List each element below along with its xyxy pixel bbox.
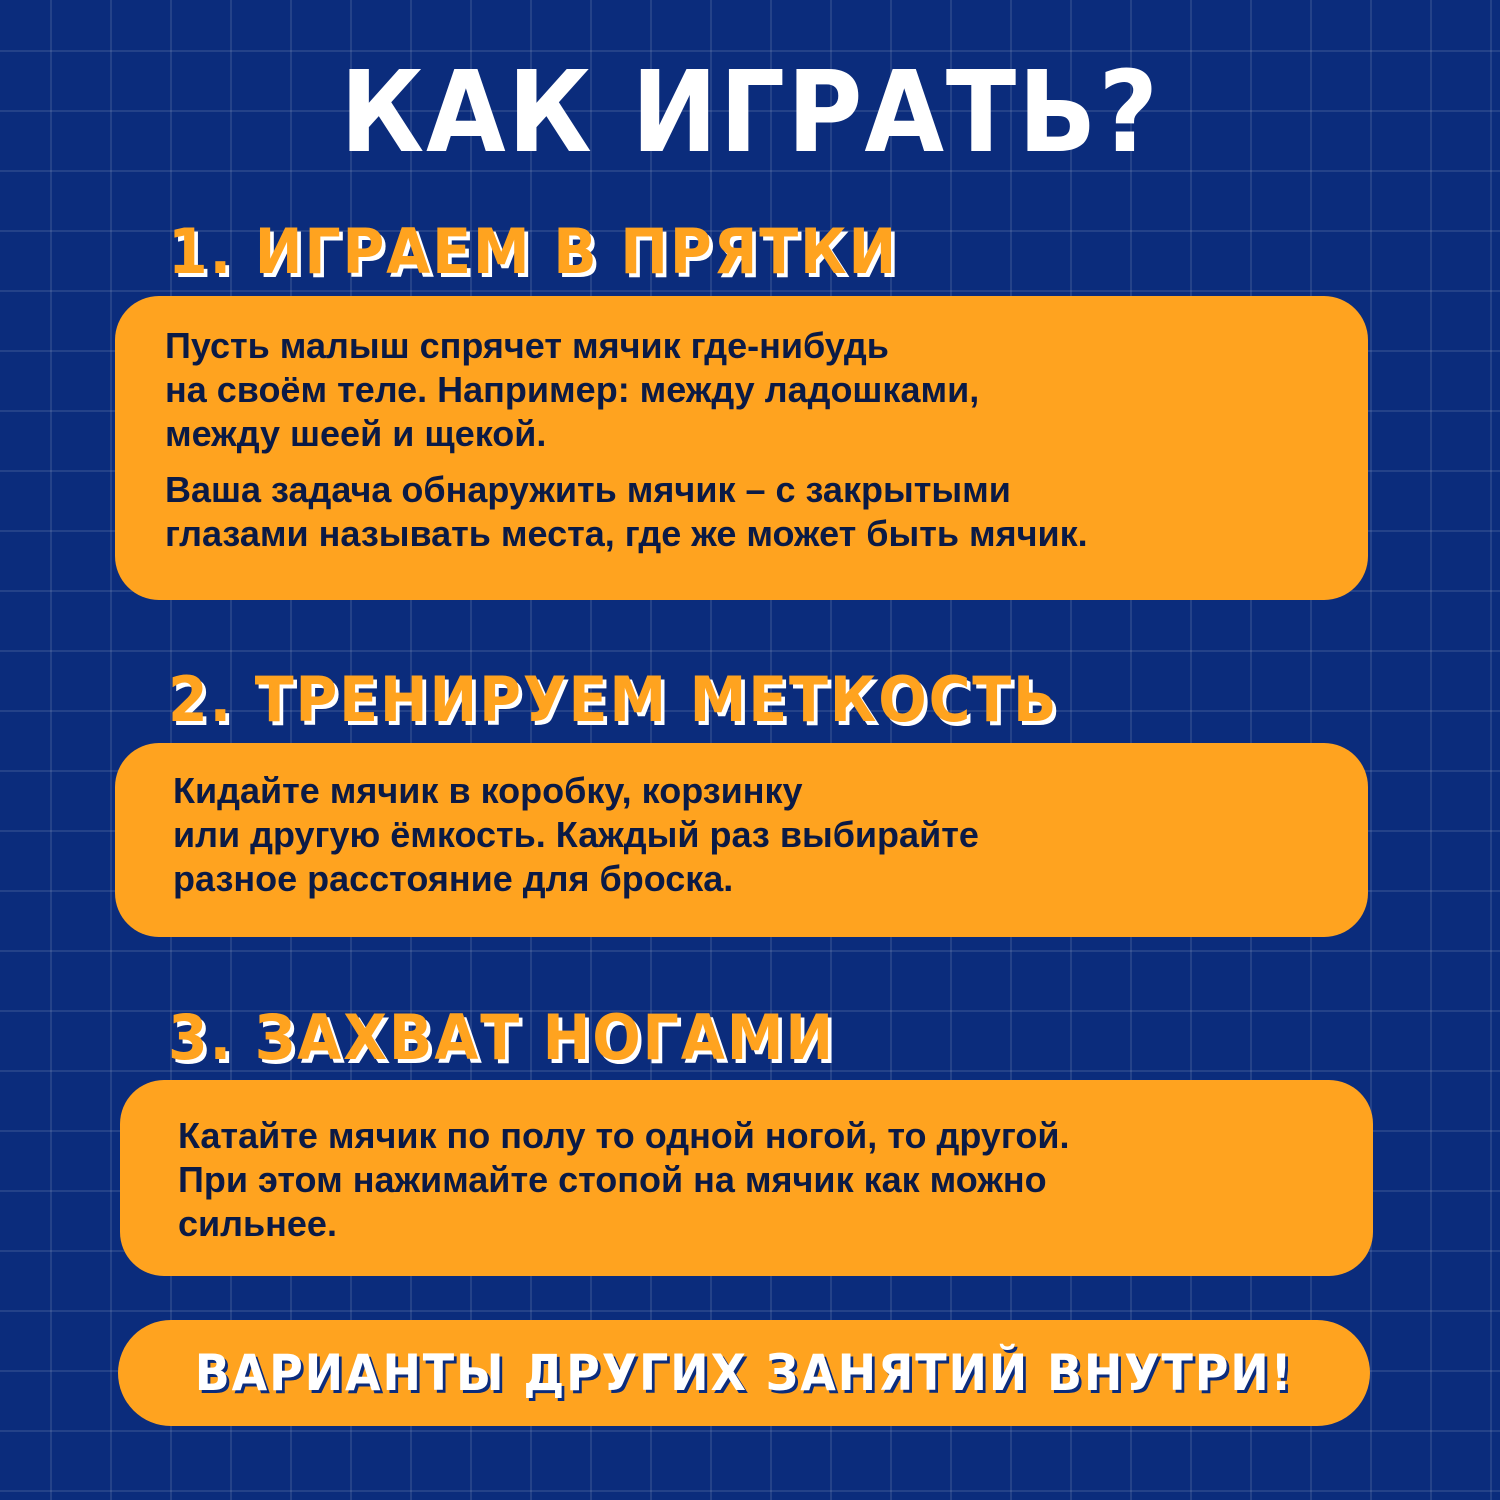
card-paragraph: Кидайте мячик в коробку, корзинку или другую ёмкость. Каждый раз выбирайте разное расстояние для броска.: [173, 770, 979, 899]
card-paragraph: Ваша задача обнаружить мячик – с закрытыми глазами называть места, где же может быть мячик.: [165, 469, 1088, 554]
section-card-hide-and-seek: [115, 296, 1368, 600]
card-paragraph: Катайте мячик по полу то одной ногой, то другой. При этом нажимайте стопой на мячик как можно сильнее.: [178, 1115, 1070, 1244]
cta-banner: [118, 1320, 1370, 1426]
section-heading-accuracy: 2. ТРЕНИРУЕМ МЕТКОСТЬ: [168, 663, 1059, 736]
card-paragraph: Пусть малыш спрячет мячик где-нибудь на своём теле. Например: между ладошками, между шеей и щекой.: [165, 325, 980, 454]
cta-text: ВАРИАНТЫ ДРУГИХ ЗАНЯТИЙ ВНУТРИ!: [194, 1344, 1294, 1402]
section-card-foot-grip: [120, 1080, 1373, 1276]
section-heading-foot-grip: 3. ЗАХВАТ НОГАМИ: [168, 1001, 835, 1074]
section-card-accuracy: [115, 743, 1368, 937]
section-heading-hide-and-seek: 1. ИГРАЕМ В ПРЯТКИ: [168, 215, 899, 288]
page-title: КАК ИГРАТЬ?: [339, 48, 1161, 178]
